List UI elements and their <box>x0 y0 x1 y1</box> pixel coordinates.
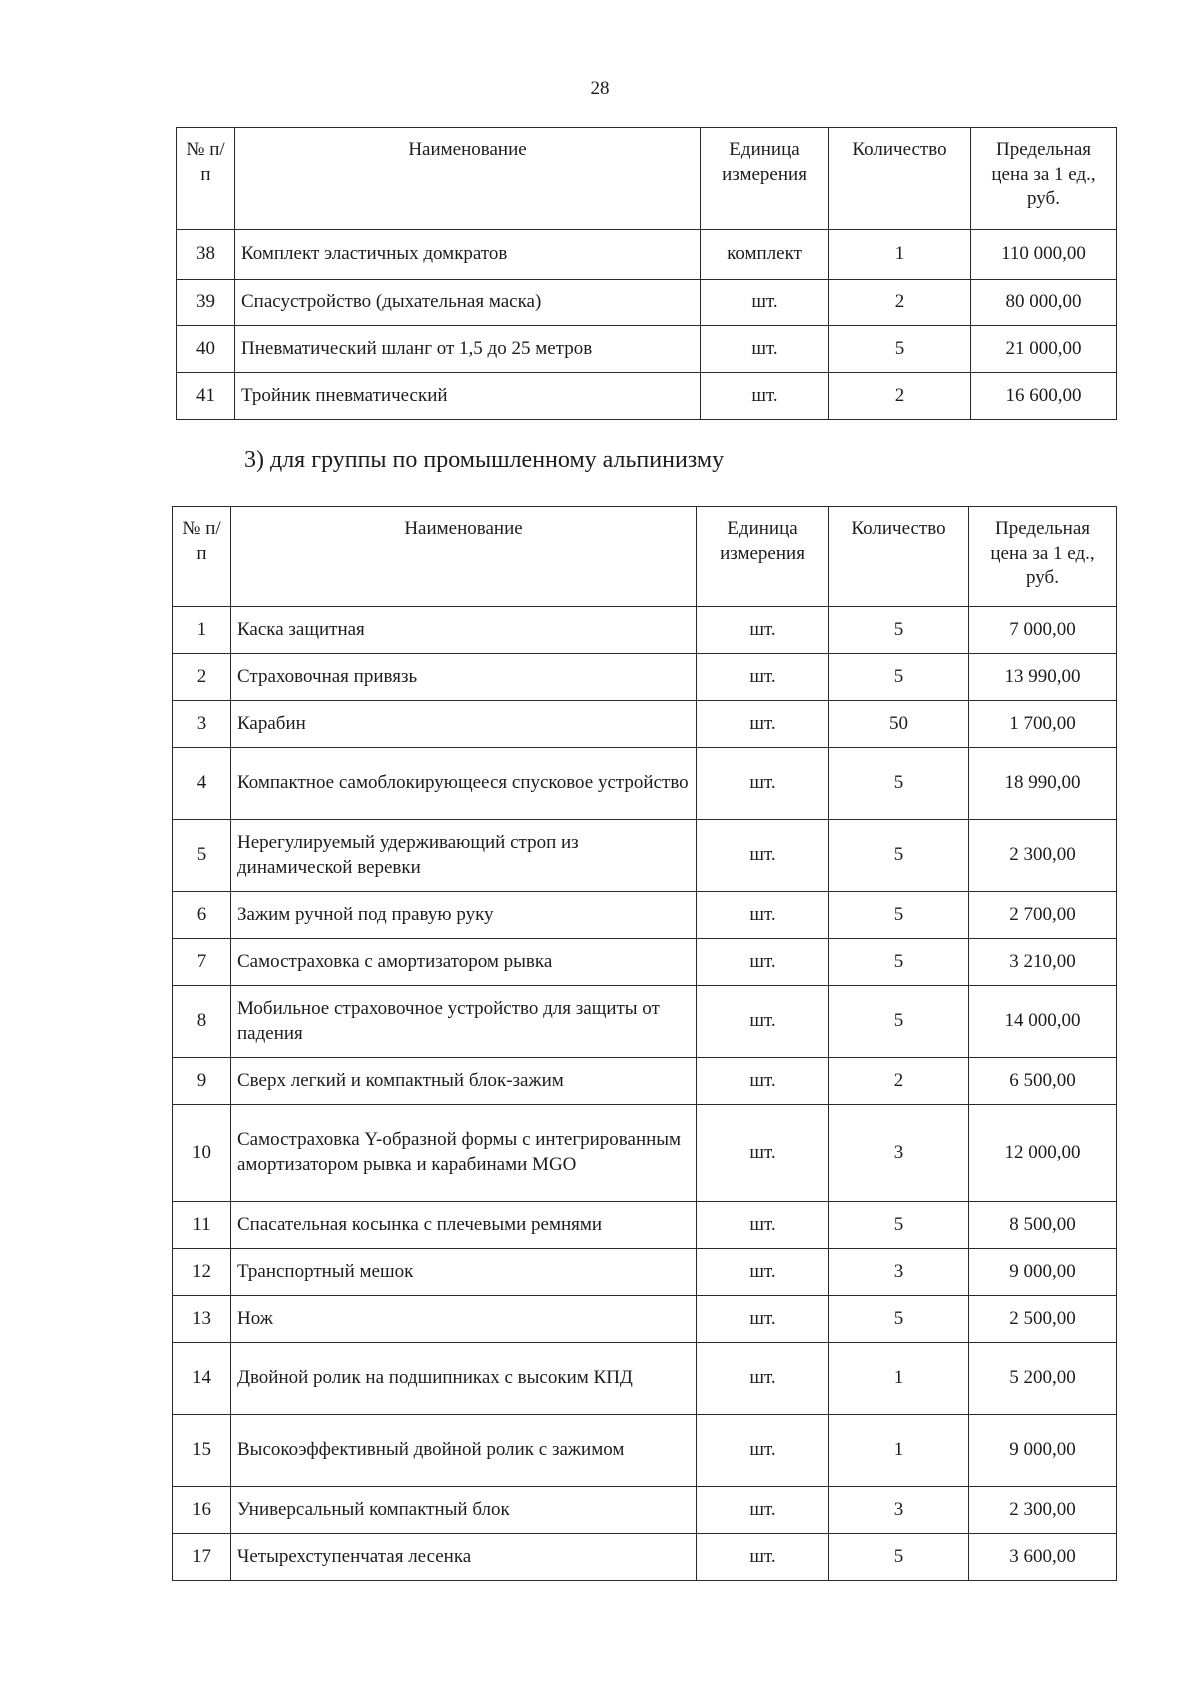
row-qty: 2 <box>829 373 971 420</box>
row-name: Комплект эластичных домкратов <box>235 230 701 280</box>
table-row <box>177 373 1117 420</box>
row-name: Спасательная косынка с плечевыми ремнями <box>231 1202 697 1249</box>
row-name: Четырехступенчатая лесенка <box>231 1534 697 1581</box>
row-qty: 5 <box>829 607 969 654</box>
row-num: 11 <box>173 1202 231 1249</box>
row-num: 12 <box>173 1249 231 1296</box>
row-price: 110 000,00 <box>971 230 1117 280</box>
row-unit: шт. <box>697 607 829 654</box>
row-num: 2 <box>173 654 231 701</box>
row-name: Страховочная привязь <box>231 654 697 701</box>
row-num: 10 <box>173 1105 231 1202</box>
row-price: 2 700,00 <box>969 892 1117 939</box>
row-num: 7 <box>173 939 231 986</box>
row-price: 12 000,00 <box>969 1105 1117 1202</box>
row-unit: комплект <box>701 230 829 280</box>
row-price: 2 300,00 <box>969 820 1117 892</box>
table-row <box>173 1296 1117 1343</box>
table-row <box>173 1534 1117 1581</box>
row-qty: 1 <box>829 1343 969 1415</box>
row-qty: 2 <box>829 280 971 326</box>
row-price: 3 210,00 <box>969 939 1117 986</box>
row-price: 14 000,00 <box>969 986 1117 1058</box>
header-qty: Количество <box>829 128 971 230</box>
row-qty: 3 <box>829 1105 969 1202</box>
row-unit: шт. <box>697 1058 829 1105</box>
table-row <box>173 1105 1117 1202</box>
row-price: 9 000,00 <box>969 1249 1117 1296</box>
row-num: 16 <box>173 1487 231 1534</box>
header-unit: Единица измерения <box>697 507 829 607</box>
row-unit: шт. <box>697 701 829 748</box>
row-unit: шт. <box>701 280 829 326</box>
table-row <box>173 1487 1117 1534</box>
row-price: 18 990,00 <box>969 748 1117 820</box>
header-num: № п/п <box>173 507 231 607</box>
row-unit: шт. <box>697 654 829 701</box>
row-name: Компактное самоблокирующееся спусковое устройство <box>231 748 697 820</box>
row-num: 41 <box>177 373 235 420</box>
row-num: 1 <box>173 607 231 654</box>
row-unit: шт. <box>697 939 829 986</box>
row-unit: шт. <box>697 1202 829 1249</box>
row-name: Каска защитная <box>231 607 697 654</box>
row-qty: 3 <box>829 1249 969 1296</box>
row-name: Нерегулируемый удерживающий строп из динамической веревки <box>231 820 697 892</box>
row-num: 38 <box>177 230 235 280</box>
row-price: 6 500,00 <box>969 1058 1117 1105</box>
row-qty: 5 <box>829 1296 969 1343</box>
row-unit: шт. <box>697 986 829 1058</box>
row-num: 39 <box>177 280 235 326</box>
row-price: 2 300,00 <box>969 1487 1117 1534</box>
row-name: Высокоэффективный двойной ролик с зажимом <box>231 1415 697 1487</box>
table-row <box>173 820 1117 892</box>
table-row <box>173 701 1117 748</box>
row-price: 9 000,00 <box>969 1415 1117 1487</box>
row-qty: 5 <box>829 748 969 820</box>
row-unit: шт. <box>697 892 829 939</box>
table-header-row <box>173 507 1117 607</box>
row-unit: шт. <box>697 1249 829 1296</box>
row-unit: шт. <box>701 373 829 420</box>
row-unit: шт. <box>697 820 829 892</box>
header-num: № п/п <box>177 128 235 230</box>
table-row <box>173 654 1117 701</box>
table-row <box>173 939 1117 986</box>
row-num: 40 <box>177 326 235 373</box>
table-row <box>173 1202 1117 1249</box>
row-qty: 5 <box>829 1202 969 1249</box>
row-name: Карабин <box>231 701 697 748</box>
header-price: Предельная цена за 1 ед., руб. <box>971 128 1117 230</box>
row-qty: 5 <box>829 939 969 986</box>
table-header-row <box>177 128 1117 230</box>
table-row <box>173 607 1117 654</box>
row-num: 4 <box>173 748 231 820</box>
row-num: 9 <box>173 1058 231 1105</box>
row-qty: 5 <box>829 892 969 939</box>
row-price: 80 000,00 <box>971 280 1117 326</box>
equipment-table-continued <box>176 127 1117 420</box>
row-name: Пневматический шланг от 1,5 до 25 метров <box>235 326 701 373</box>
row-unit: шт. <box>697 1534 829 1581</box>
table-row <box>173 892 1117 939</box>
row-num: 5 <box>173 820 231 892</box>
header-unit: Единица измерения <box>701 128 829 230</box>
row-qty: 5 <box>829 1534 969 1581</box>
table-row <box>177 230 1117 280</box>
industrial-climbing-equipment-table <box>172 506 1117 1581</box>
table-row <box>173 1415 1117 1487</box>
header-name: Наименование <box>231 507 697 607</box>
row-unit: шт. <box>697 748 829 820</box>
row-price: 5 200,00 <box>969 1343 1117 1415</box>
row-name: Сверх легкий и компактный блок-зажим <box>231 1058 697 1105</box>
row-name: Самостраховка Y-образной формы с интегрированным амортизатором рывка и карабинами MGO <box>231 1105 697 1202</box>
row-unit: шт. <box>697 1296 829 1343</box>
table-row <box>173 986 1117 1058</box>
row-price: 21 000,00 <box>971 326 1117 373</box>
row-unit: шт. <box>697 1415 829 1487</box>
row-price: 3 600,00 <box>969 1534 1117 1581</box>
row-price: 8 500,00 <box>969 1202 1117 1249</box>
table-row <box>173 1249 1117 1296</box>
page-number: 28 <box>590 78 610 99</box>
row-qty: 1 <box>829 1415 969 1487</box>
header-name: Наименование <box>235 128 701 230</box>
table-row <box>173 1343 1117 1415</box>
row-num: 13 <box>173 1296 231 1343</box>
row-price: 1 700,00 <box>969 701 1117 748</box>
row-qty: 1 <box>829 230 971 280</box>
row-name: Зажим ручной под правую руку <box>231 892 697 939</box>
row-qty: 3 <box>829 1487 969 1534</box>
row-num: 14 <box>173 1343 231 1415</box>
row-unit: шт. <box>697 1105 829 1202</box>
row-name: Спасустройство (дыхательная маска) <box>235 280 701 326</box>
row-unit: шт. <box>697 1343 829 1415</box>
row-qty: 5 <box>829 820 969 892</box>
table-row <box>177 326 1117 373</box>
table-row <box>173 748 1117 820</box>
row-name: Двойной ролик на подшипниках с высоким КПД <box>231 1343 697 1415</box>
row-unit: шт. <box>697 1487 829 1534</box>
row-name: Транспортный мешок <box>231 1249 697 1296</box>
table-row <box>177 280 1117 326</box>
row-qty: 5 <box>829 986 969 1058</box>
row-unit: шт. <box>701 326 829 373</box>
row-name: Тройник пневматический <box>235 373 701 420</box>
row-price: 13 990,00 <box>969 654 1117 701</box>
row-price: 16 600,00 <box>971 373 1117 420</box>
row-price: 7 000,00 <box>969 607 1117 654</box>
header-qty: Количество <box>829 507 969 607</box>
row-qty: 2 <box>829 1058 969 1105</box>
row-name: Мобильное страховочное устройство для защиты от падения <box>231 986 697 1058</box>
row-qty: 50 <box>829 701 969 748</box>
table-row <box>173 1058 1117 1105</box>
row-num: 6 <box>173 892 231 939</box>
row-num: 8 <box>173 986 231 1058</box>
row-price: 2 500,00 <box>969 1296 1117 1343</box>
row-name: Нож <box>231 1296 697 1343</box>
row-num: 3 <box>173 701 231 748</box>
row-name: Самостраховка с амортизатором рывка <box>231 939 697 986</box>
row-name: Универсальный компактный блок <box>231 1487 697 1534</box>
row-num: 17 <box>173 1534 231 1581</box>
row-num: 15 <box>173 1415 231 1487</box>
row-qty: 5 <box>829 654 969 701</box>
header-price: Предельная цена за 1 ед., руб. <box>969 507 1117 607</box>
row-qty: 5 <box>829 326 971 373</box>
section-heading: 3) для группы по промышленному альпинизму <box>244 447 725 473</box>
